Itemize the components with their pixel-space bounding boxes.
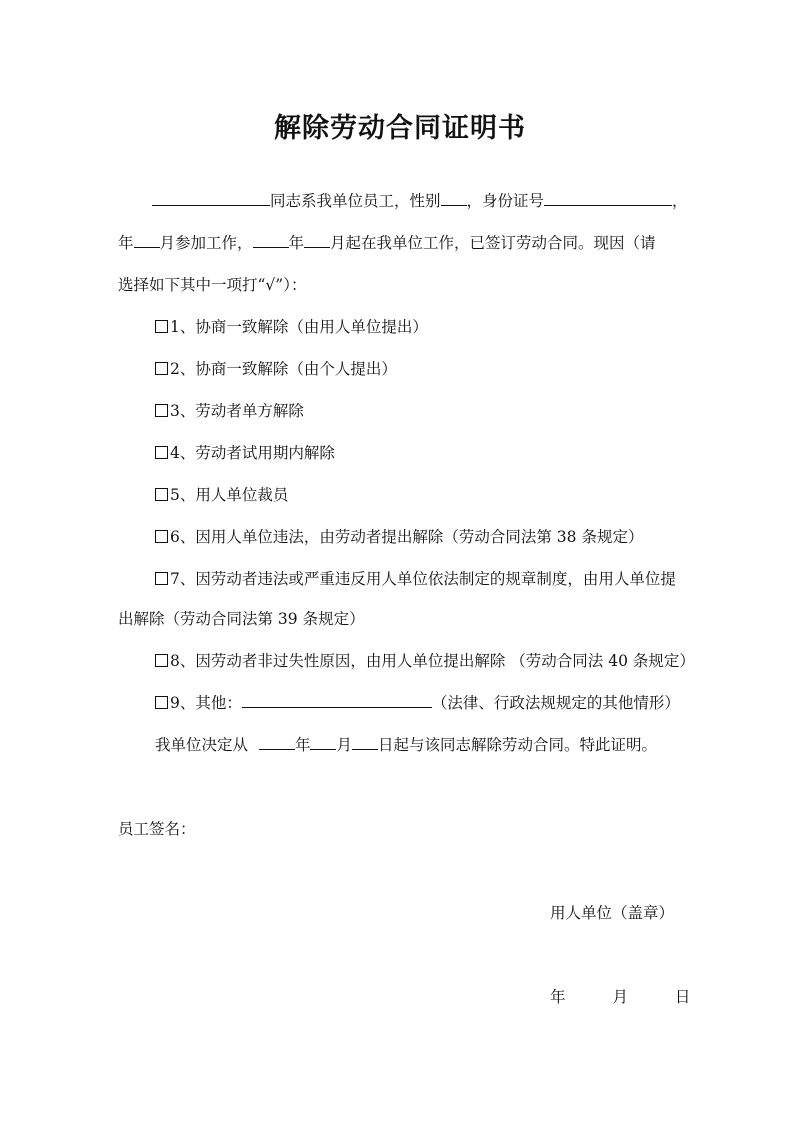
option-7-label: 7、因劳动者违法或严重违反用人单位依法制定的规章制度，由用人单位提 [170, 570, 676, 588]
option-6 [155, 526, 643, 548]
intro-text-2a: 年 [118, 234, 134, 252]
date-line [550, 986, 690, 1008]
option-2-label: 2、协商一致解除（由个人提出） [170, 360, 397, 378]
termination-day-blank[interactable] [352, 735, 378, 750]
intro-text-1c: ， [672, 192, 688, 210]
checkbox-6[interactable] [155, 530, 168, 543]
option-2 [155, 358, 397, 380]
intro-text-2c: 年 [288, 234, 305, 252]
document-title: 解除劳动合同证明书 [274, 113, 526, 144]
option-4 [155, 442, 335, 464]
intro-line-3: 选择如下其中一项打“√”）： [118, 276, 307, 294]
date-day-label: 日 [674, 988, 691, 1006]
option-1-label: 1、协商一致解除（由用人单位提出） [170, 318, 428, 336]
checkbox-8[interactable] [155, 654, 168, 667]
option-7-continuation: 出解除（劳动合同法第 39 条规定） [118, 610, 365, 628]
start-work-month-blank[interactable] [134, 233, 160, 248]
option-5-label: 5、用人单位裁员 [170, 486, 289, 504]
option-8 [155, 650, 695, 672]
intro-line-2 [118, 232, 656, 254]
option-1 [155, 316, 428, 338]
intro-text-2d: 月起在我单位工作，已签订劳动合同。现因（请 [330, 234, 656, 252]
gender-blank[interactable] [441, 191, 467, 206]
date-year-label: 年 [550, 988, 566, 1006]
intro-text-1a: 同志系我单位员工，性别 [270, 192, 441, 210]
checkbox-9[interactable] [155, 696, 168, 709]
checkbox-7[interactable] [155, 572, 168, 585]
checkbox-2[interactable] [155, 362, 168, 375]
decision-text-d: 日起与该同志解除劳动合同。特此证明。 [377, 736, 657, 754]
name-blank[interactable] [152, 191, 270, 206]
join-month-blank[interactable] [304, 233, 330, 248]
other-reason-blank[interactable] [242, 693, 432, 708]
option-5 [155, 484, 288, 506]
intro-line-1 [152, 190, 688, 212]
option-7 [155, 568, 676, 590]
intro-text-2b: 月参加工作， [159, 234, 253, 252]
join-year-blank[interactable] [253, 233, 289, 248]
termination-month-blank[interactable] [310, 735, 336, 750]
intro-text-1b: ，身份证号 [466, 192, 545, 210]
id-number-blank[interactable] [544, 191, 672, 206]
checkbox-4[interactable] [155, 446, 168, 459]
date-month-label: 月 [612, 988, 628, 1006]
option-9-label: 9、其他： [170, 694, 242, 712]
checkbox-5[interactable] [155, 488, 168, 501]
checkbox-1[interactable] [155, 320, 168, 333]
option-8-label: 8、因劳动者非过失性原因，由用人单位提出解除 （劳动合同法 40 条规定） [170, 652, 695, 670]
option-9 [155, 692, 680, 714]
option-3-label: 3、劳动者单方解除 [170, 402, 304, 420]
employer-seal-label: 用人单位（盖章） [550, 904, 675, 922]
option-6-label: 6、因用人单位违法，由劳动者提出解除（劳动合同法第 38 条规定） [170, 528, 644, 546]
decision-line [155, 734, 657, 756]
decision-text-a: 我单位决定从 [155, 736, 249, 754]
checkbox-3[interactable] [155, 404, 168, 417]
option-4-label: 4、劳动者试用期内解除 [170, 444, 335, 462]
option-9-suffix: （法律、行政法规规定的其他情形） [431, 694, 680, 712]
option-3 [155, 400, 304, 422]
decision-text-b: 年 [294, 736, 311, 754]
termination-year-blank[interactable] [259, 735, 295, 750]
decision-text-c: 月 [336, 736, 352, 754]
employee-signature-label: 员工签名： [118, 820, 196, 838]
